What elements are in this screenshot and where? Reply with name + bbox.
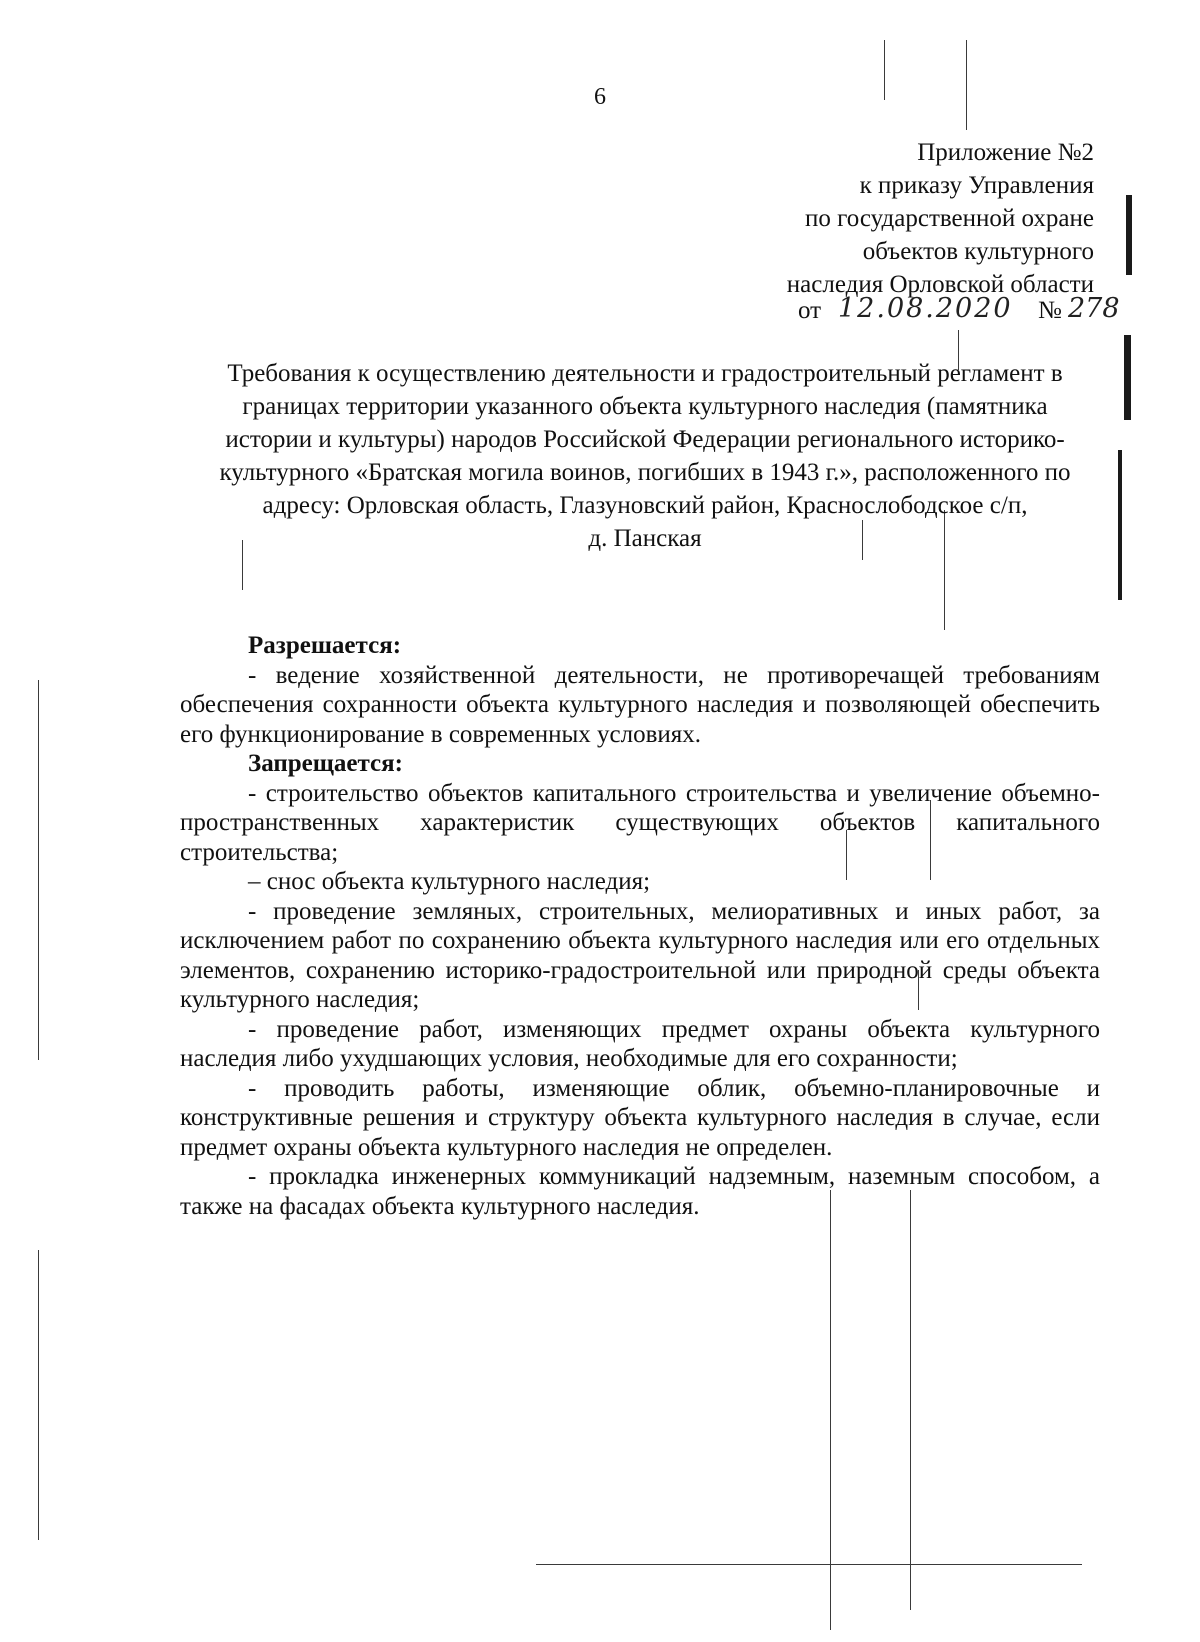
number-prefix: №	[1038, 297, 1062, 324]
annex-line: по государственной охране	[804, 205, 1094, 232]
scan-artifact-line	[38, 1250, 39, 1540]
forbidden-item: - проводить работы, изменяющие облик, объемно-планировочные и конструктивные решения и структуру объекта культурного наследия в случае, если предмет охраны объекта культурного наследия не определен.	[180, 1074, 1100, 1161]
forbidden-item: - проведение работ, изменяющих предмет охраны объекта культурного наследия либо ухудшающих условия, необходимые для его сохранности;	[180, 1015, 1100, 1072]
scan-artifact-line	[536, 1564, 1082, 1565]
forbidden-item: - проведение земляных, строительных, мелиоративных и иных работ, за исключением работ по сохранению объекта культурного наследия или его отдельных элементов, сохранению историко-градостроительной или природной среды объекта культурного наследия;	[180, 897, 1100, 1013]
scan-artifact-line	[966, 40, 967, 130]
document-title	[180, 357, 1110, 555]
allowed-heading: Разрешается:	[248, 632, 402, 659]
forbidden-item: – снос объекта культурного наследия;	[248, 868, 651, 895]
forbidden-item: - строительство объектов капитального строительства и увеличение объемно-пространственных характеристик существующих объектов капитального строительства;	[180, 779, 1100, 866]
page-number: 6	[594, 84, 606, 110]
title-line: границах территории указанного объекта культурного наследия (памятника	[242, 393, 1048, 420]
handwritten-date: 12.08.2020	[838, 293, 1013, 324]
scan-artifact-mark	[1126, 195, 1132, 275]
scan-artifact-mark	[1118, 450, 1122, 600]
scan-artifact-mark	[1124, 335, 1131, 420]
forbidden-item: - прокладка инженерных коммуникаций надземным, наземным способом, а также на фасадах объекта культурного наследия.	[180, 1163, 1100, 1220]
scan-artifact-line	[910, 1190, 911, 1610]
title-line: истории и культуры) народов Российской Федерации регионального историко-	[225, 426, 1065, 453]
forbidden-heading: Запрещается:	[248, 750, 404, 777]
annex-line: объектов культурного	[862, 238, 1094, 265]
title-line: д. Панская	[588, 525, 702, 552]
scan-artifact-line	[38, 680, 39, 1060]
annex-line: Приложение №2	[917, 139, 1094, 166]
allowed-item: - ведение хозяйственной деятельности, не противоречащей требованиям обеспечения сохранности объекта культурного наследия и позволяющей обеспечить его функционирование в современных условиях.	[180, 661, 1100, 748]
scan-artifact-line	[884, 40, 885, 100]
handwritten-number: 278	[1068, 293, 1120, 324]
annex-date-number-row	[798, 293, 1158, 331]
title-line: адресу: Орловская область, Глазуновский район, Краснослободское с/п,	[262, 492, 1028, 519]
annex-header	[787, 136, 1094, 301]
date-prefix: от	[798, 297, 822, 324]
title-line: Требования к осуществлению деятельности и градостроительный регламент в	[227, 360, 1063, 387]
title-line: культурного «Братская могила воинов, погибших в 1943 г.», расположенного по	[219, 459, 1071, 486]
annex-line: к приказу Управления	[859, 172, 1094, 199]
annex-line: наследия Орловской области	[786, 271, 1094, 298]
document-body	[180, 631, 1100, 1221]
